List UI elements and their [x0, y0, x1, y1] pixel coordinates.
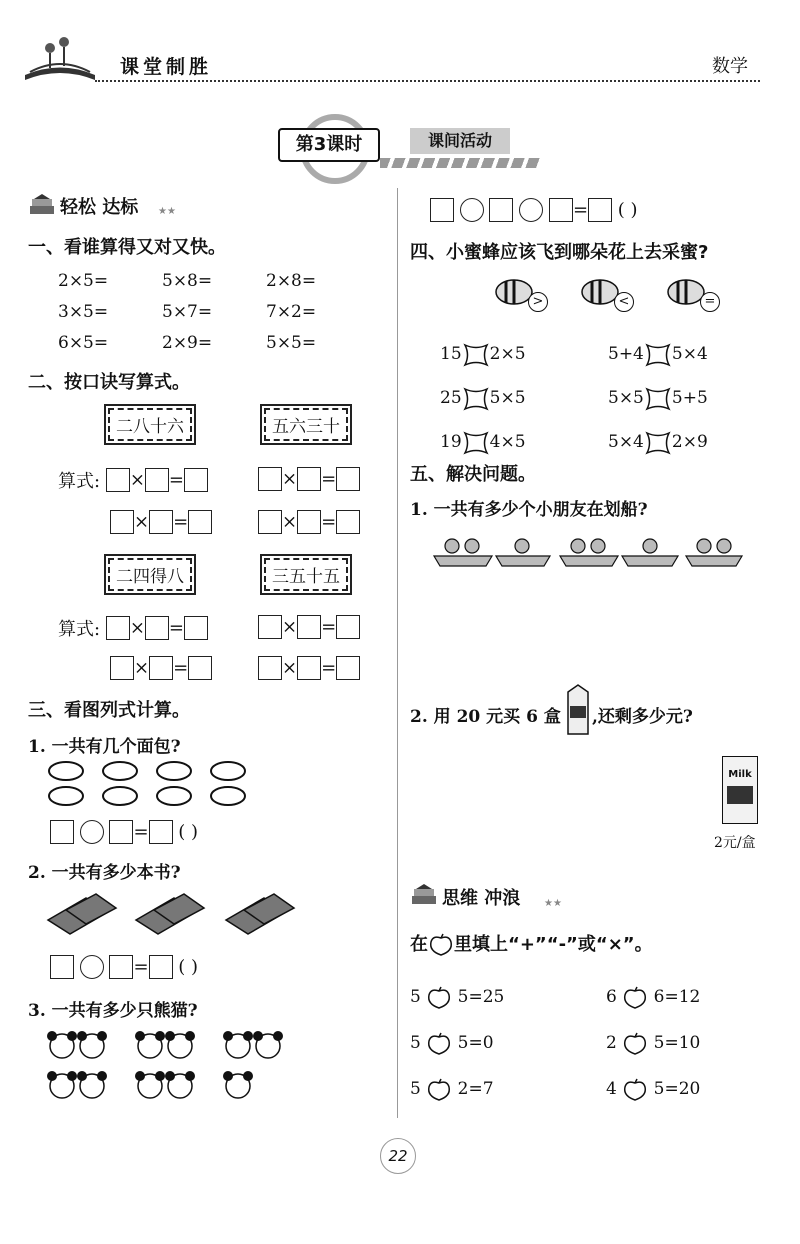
answer-box[interactable]	[109, 955, 133, 979]
answer-box[interactable]	[549, 198, 573, 222]
q5-title: 五、解决问题。	[410, 464, 536, 485]
peach-icon[interactable]	[622, 1078, 648, 1102]
q6-num: 5	[410, 1033, 421, 1053]
q3-equation-3: = ( )	[430, 198, 638, 222]
q4-grid	[440, 332, 770, 464]
q1-item: 6×5=	[58, 333, 109, 353]
q1-item: 5×7=	[162, 302, 213, 322]
flower-icon[interactable]	[644, 386, 672, 412]
q6-num: 4	[606, 1079, 617, 1099]
pandas-illustration	[46, 1028, 296, 1110]
milk-carton-small	[566, 684, 590, 736]
answer-box[interactable]	[106, 616, 130, 640]
q4-expr: 5×5	[489, 388, 526, 408]
q4-expr: 5×4	[671, 344, 708, 364]
q6-num: 2	[606, 1033, 617, 1053]
q6-expr: 5=0	[457, 1033, 494, 1053]
q2-formula-row: 算式: × =	[58, 615, 208, 641]
answer-box[interactable]	[50, 955, 74, 979]
q3-part3: 3. 一共有多少只熊猫?	[28, 1001, 198, 1021]
answer-box[interactable]	[297, 467, 321, 491]
operator-circle[interactable]	[519, 198, 543, 222]
flower-icon[interactable]	[462, 430, 490, 456]
bee-row	[492, 274, 720, 312]
rhyme-card: 五六三十	[264, 408, 348, 441]
flower-icon[interactable]	[644, 430, 672, 456]
milk-label: Milk	[728, 769, 752, 780]
boats-illustration	[432, 528, 744, 568]
q4-num: 15	[440, 344, 462, 364]
cow-icon	[727, 786, 753, 804]
q1-item: 7×2=	[266, 302, 317, 322]
q6-num: 5	[410, 987, 421, 1007]
q4-expr: 5×4	[608, 432, 644, 452]
answer-box[interactable]	[149, 820, 173, 844]
header-book-illustration	[20, 30, 100, 82]
milk-carton-large	[722, 756, 758, 824]
bread-illustration	[46, 760, 266, 808]
operator-circle[interactable]	[80, 820, 104, 844]
answer-box[interactable]	[50, 820, 74, 844]
answer-box[interactable]	[258, 656, 282, 680]
formula-label: 算式:	[58, 619, 101, 640]
q2-formula-row: 算式: × =	[58, 467, 208, 493]
section-title-extension: 思维 冲浪	[442, 888, 521, 909]
answer-box[interactable]	[258, 510, 282, 534]
section-title-basic: 轻松 达标	[60, 197, 139, 218]
answer-box[interactable]	[149, 656, 173, 680]
header-subject: 数学	[712, 56, 748, 77]
q1-title: 一、看谁算得又对又快。	[28, 237, 226, 258]
q2-formula-row: × =	[258, 656, 360, 680]
sign-greater: >	[528, 292, 548, 312]
books-icon	[28, 194, 56, 218]
operator-circle[interactable]	[80, 955, 104, 979]
answer-box[interactable]	[145, 468, 169, 492]
bee-less	[578, 274, 634, 312]
answer-box[interactable]	[188, 510, 212, 534]
q2-title: 二、按口诀写算式。	[28, 372, 190, 393]
q6-num: 6	[606, 987, 617, 1007]
books-icon	[410, 884, 438, 908]
q1-item: 2×8=	[266, 271, 317, 291]
q5-part2-a: 2. 用 20 元买 6 盒	[410, 707, 561, 727]
q4-expr: 4×5	[489, 432, 526, 452]
flower-icon[interactable]	[462, 342, 490, 368]
q4-expr: 5+5	[671, 388, 708, 408]
answer-box[interactable]	[336, 467, 360, 491]
q3-part2: 2. 一共有多少本书?	[28, 863, 181, 883]
q2-formula-row: × =	[258, 615, 360, 639]
flower-icon[interactable]	[462, 386, 490, 412]
answer-box[interactable]	[258, 467, 282, 491]
answer-box[interactable]	[184, 616, 208, 640]
sign-equal: =	[700, 292, 720, 312]
answer-box[interactable]	[489, 198, 513, 222]
answer-box[interactable]	[297, 656, 321, 680]
answer-box[interactable]	[149, 510, 173, 534]
answer-box[interactable]	[297, 615, 321, 639]
q6-title-b: 里填上“+”“-”或“×”。	[454, 934, 653, 955]
answer-box[interactable]	[106, 468, 130, 492]
peach-icon[interactable]	[622, 986, 648, 1010]
formula-label: 算式:	[58, 471, 101, 492]
header-title: 课堂制胜	[120, 56, 213, 78]
lesson-label: 第3课时	[278, 128, 380, 162]
answer-box[interactable]	[588, 198, 612, 222]
lesson-topic: 课间活动	[410, 128, 510, 154]
q6-expr: 5=20	[653, 1079, 701, 1099]
q4-expr: 2×5	[489, 344, 526, 364]
answer-box[interactable]	[184, 468, 208, 492]
q2-formula-row: × =	[258, 510, 360, 534]
q1-item: 2×5=	[58, 271, 109, 291]
peach-icon[interactable]	[426, 1032, 452, 1056]
q6-title-a: 在	[410, 934, 428, 955]
page-number: 22	[380, 1138, 416, 1174]
answer-box[interactable]	[297, 510, 321, 534]
peach-icon	[428, 933, 454, 957]
answer-box[interactable]	[110, 656, 134, 680]
answer-box[interactable]	[109, 820, 133, 844]
q1-item: 5×5=	[266, 333, 317, 353]
milk-price: 2元/盒	[714, 835, 756, 851]
q3-part1: 1. 一共有几个面包?	[28, 737, 181, 757]
bee-greater	[492, 274, 548, 312]
answer-box[interactable]	[336, 510, 360, 534]
q6-expr: 2=7	[457, 1079, 494, 1099]
q5-part1: 1. 一共有多少个小朋友在划船?	[410, 500, 648, 520]
q6-expr: 5=10	[653, 1033, 701, 1053]
q1-item: 5×8=	[162, 271, 213, 291]
answer-box[interactable]	[336, 615, 360, 639]
answer-box[interactable]	[258, 615, 282, 639]
books-illustration	[46, 890, 306, 940]
q3-equation-1: = ( )	[50, 820, 198, 844]
answer-box[interactable]	[336, 656, 360, 680]
unit-paren: ( )	[617, 199, 638, 221]
answer-box[interactable]	[430, 198, 454, 222]
q2-formula-row: × =	[258, 467, 360, 491]
q2-formula-row: × =	[110, 656, 212, 680]
q4-title: 四、小蜜蜂应该飞到哪朵花上去采蜜?	[410, 242, 709, 263]
q4-expr: 5×5	[608, 388, 644, 408]
q4-expr: 2×9	[671, 432, 708, 452]
unit-paren: ( )	[178, 821, 199, 843]
q6-expr: 6=12	[653, 987, 701, 1007]
stars-decor: ★★	[544, 898, 562, 909]
header-rule	[95, 80, 760, 82]
q6-title	[410, 930, 653, 957]
rhyme-card: 三五十五	[264, 558, 348, 591]
answer-box[interactable]	[145, 616, 169, 640]
q4-num: 19	[440, 432, 462, 452]
operator-circle[interactable]	[460, 198, 484, 222]
answer-box[interactable]	[188, 656, 212, 680]
q4-expr: 5+4	[608, 344, 644, 364]
answer-box[interactable]	[149, 955, 173, 979]
bee-equal	[664, 274, 720, 312]
answer-box[interactable]	[110, 510, 134, 534]
q5-part2-b: ,还剩多少元?	[592, 707, 693, 727]
unit-paren: ( )	[178, 956, 199, 978]
q1-item: 2×9=	[162, 333, 213, 353]
q3-title: 三、看图列式计算。	[28, 700, 190, 721]
peach-icon[interactable]	[426, 986, 452, 1010]
column-divider	[397, 188, 398, 1118]
flower-icon[interactable]	[644, 342, 672, 368]
peach-icon[interactable]	[622, 1032, 648, 1056]
q2-formula-row: × =	[110, 510, 212, 534]
q1-grid	[58, 266, 388, 359]
peach-icon[interactable]	[426, 1078, 452, 1102]
q3-equation-2: = ( )	[50, 955, 198, 979]
stars-decor: ★★	[158, 206, 176, 217]
rhyme-card: 二八十六	[108, 408, 192, 441]
q1-item: 3×5=	[58, 302, 109, 322]
q6-grid	[410, 974, 750, 1112]
q6-num: 5	[410, 1079, 421, 1099]
q4-num: 25	[440, 388, 462, 408]
q6-expr: 5=25	[457, 987, 505, 1007]
sign-less: <	[614, 292, 634, 312]
banner-stripe	[380, 158, 540, 168]
rhyme-card: 二四得八	[108, 558, 192, 591]
